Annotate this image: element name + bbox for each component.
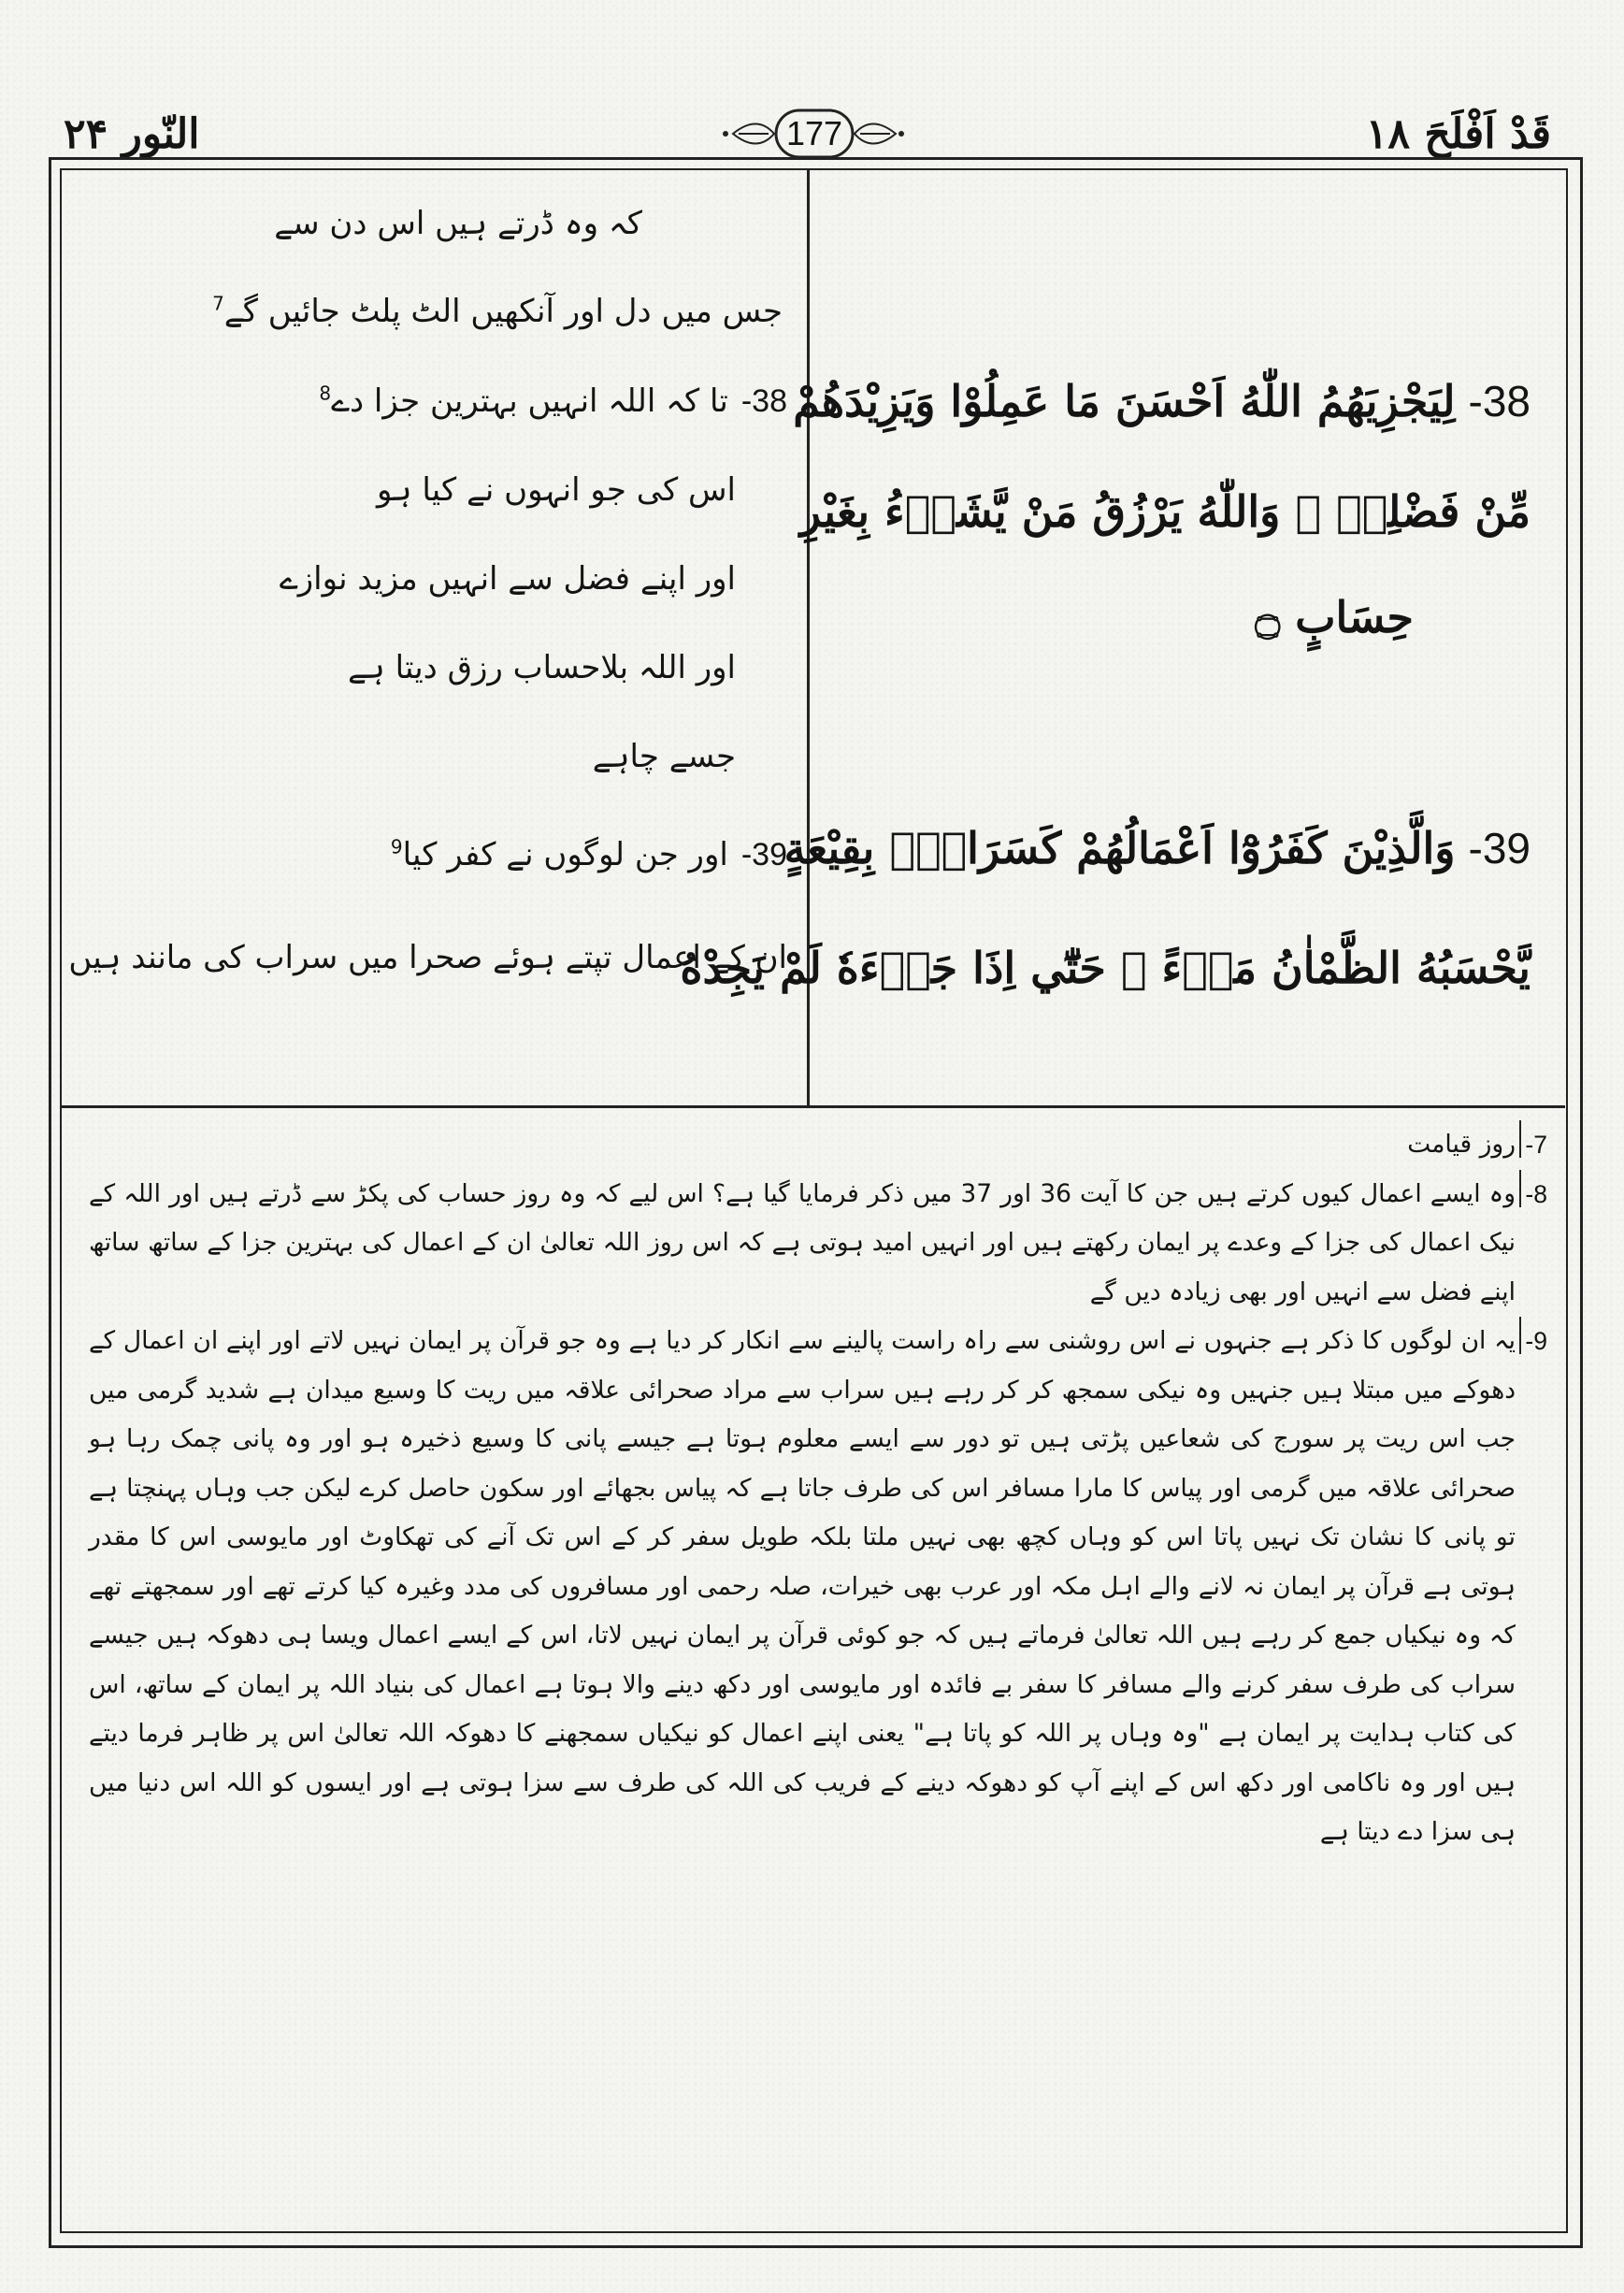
page-number: 177 [785,114,843,152]
footnote [89,1170,1547,1318]
section-divider [62,1105,1565,1108]
footnote [89,1317,1547,1857]
footnote-text: روز قیامت [1407,1130,1516,1159]
page-number-ornament [720,103,907,165]
verse-number: 38- [1468,377,1531,425]
footnote-ref: 7 [212,292,224,315]
translation-line: اس کی جو انہوں نے کیا ہو [377,471,736,509]
translation-line: ان کے اعمال تپتے ہوئے صحرا میں سراب کی مانند ہیں [68,939,787,976]
arabic-line: 39-وَالَّذِيْنَ كَفَرُوْٓا اَعْمَالُهُمْ كَسَرَابٍۢ بِقِيْعَةٍ [783,823,1531,873]
translation-line: اور اپنے فضل سے انہیں مزید نوازے [279,560,736,598]
translation-line: کہ وہ ڈرتے ہیں اس دن سے [274,205,642,242]
translation-line: جسے چاہے [592,738,736,775]
arabic-line: 38-لِيَجْزِيَهُمُ اللّٰهُ اَحْسَنَ مَا عَمِلُوْا وَيَزِيْدَهُمْ [793,376,1531,426]
arabic-line: مِّنْ فَضْلِهٖ ۭ وَاللّٰهُ يَرْزُقُ مَنْ يَّشَاۗءُ بِغَيْرِ [799,486,1531,537]
footnote-text: وہ ایسے اعمال کیوں کرتے ہیں جن کا آیت 36 اور 37 میں ذکر فرمایا گیا ہے؟ اس لیے کہ وہ روز حساب کی پکڑ سے ڈرتے ہیں اور اللہ کے نیک اعمال کی جزا کے وعدے پر ایمان رکھتے ہیں اور انہیں امید ہوتی ہے کہ اس روز اللہ تعالیٰ ان کے اعمال کی بہترین جزا کے ساتھ ساتھ اپنے فضل سے انہیں اور بھی زیادہ دیں گے [89,1178,1516,1306]
footnote-ref: 9 [390,835,403,858]
footnotes [89,1120,1547,1857]
footnote-number: 7- [1519,1120,1547,1158]
verse-number: 39- [740,837,787,872]
translation-line: 39-اور جن لوگوں نے کفر کیا$^9$ [390,835,787,873]
verse-number: 38- [740,383,787,419]
verse-number: 39- [1468,824,1531,872]
arabic-line: يَّحْسَبُهُ الظَّمْاٰنُ مَاۗءً ۭ حَتّٰٓي اِذَا جَاۗءَهٗ لَمْ يَجِدْهُ [680,943,1531,993]
surah-title: النّور ۲۴ [64,110,200,158]
footnote-number: 8- [1519,1170,1547,1207]
footnote-ref: 8 [319,382,332,405]
translation-line: اور اللہ بلاحساب رزق دیتا ہے [347,649,736,686]
footnote-number: 9- [1519,1317,1547,1354]
footnote-text: یہ ان لوگوں کا ذکر ہے جنہوں نے اس روشنی سے راہ راست پالینے سے انکار کر دیا ہے وہ جو قرآن پر ایمان نہیں لاتے اور اپنے ان اعمال کے دھوکے میں مبتلا ہیں جنہیں وہ نیکی سمجھ کر کر رہے ہیں سراب سے مراد صحرائی علاقہ میں ریت کا وسیع میدان ہے شدید گرمی میں جب اس ریت پر سورج کی شعاعیں پڑتی ہیں تو دور سے ایسے معلوم ہوتا ہے جیسے پانی کا وسیع ذخیرہ ہو اور وہ پانی چمک رہا ہو صحرائی علاقہ میں گرمی اور پیاس کا مارا مسافر اس کی طرف جاتا ہے کہ پیاس بجھائے اور سکون حاصل کرے لیکن جب وہاں پہنچتا ہے تو پانی کا نشان تک نہیں پاتا اس کو وہاں کچھ بھی نہیں ملتا بلکہ طویل سفر کر کے اس تک آنے کی تھکاوٹ اور مایوسی اس کا مقدر ہوتی ہے قرآن پر ایمان نہ لانے والے اہل مکہ اور عرب بھی خیرات، صلہ رحمی اور مسافروں کی مدد وغیرہ کیا کرتے تھے اور سمجھتے تھے کہ وہ نیکیاں جمع کر رہے ہیں اللہ تعالیٰ فرماتے ہیں کہ جو کوئی قرآن پر ایمان نہیں لاتا، اس کے ایسے اعمال ویسا ہی دھوکہ ہیں جیسے سراب کی طرف سفر کرنے والے مسافر کا سفر بے فائدہ اور مایوسی اور دکھ دینے والا ہوتا ہے اعمال کی بنیاد اللہ پر ایمان کے ساتھ، اس کی کتاب ہدایت پر ایمان ہے "وہ وہاں پر اللہ کو پاتا ہے" یعنی اپنے اعمال کو نیکیاں سمجھنے کا دھوکہ اللہ تعالیٰ اس پر ظاہر فرما دیتے ہیں اور وہ ناکامی اور دکھ اس کے اپنے آپ کو دھوکہ دینے کے فریب کی اللہ کی طرف سے سزا ہوتی ہے اور ایسوں کو اللہ اس دنیا میں ہی سزا دے دیتا ہے [89,1326,1516,1846]
translation-line: جس میں دل اور آنکھیں الٹ پلٹ جائیں گے$^7$ [212,292,783,330]
juz-title: قَدْ اَفْلَحَ ۱۸ [1365,110,1551,158]
translation-line: 38-تا کہ اللہ انہیں بہترین جزا دے$^8$ [319,382,787,420]
arabic-line: حِسَابٍ ۝ [1255,592,1414,642]
footnote [89,1120,1547,1170]
